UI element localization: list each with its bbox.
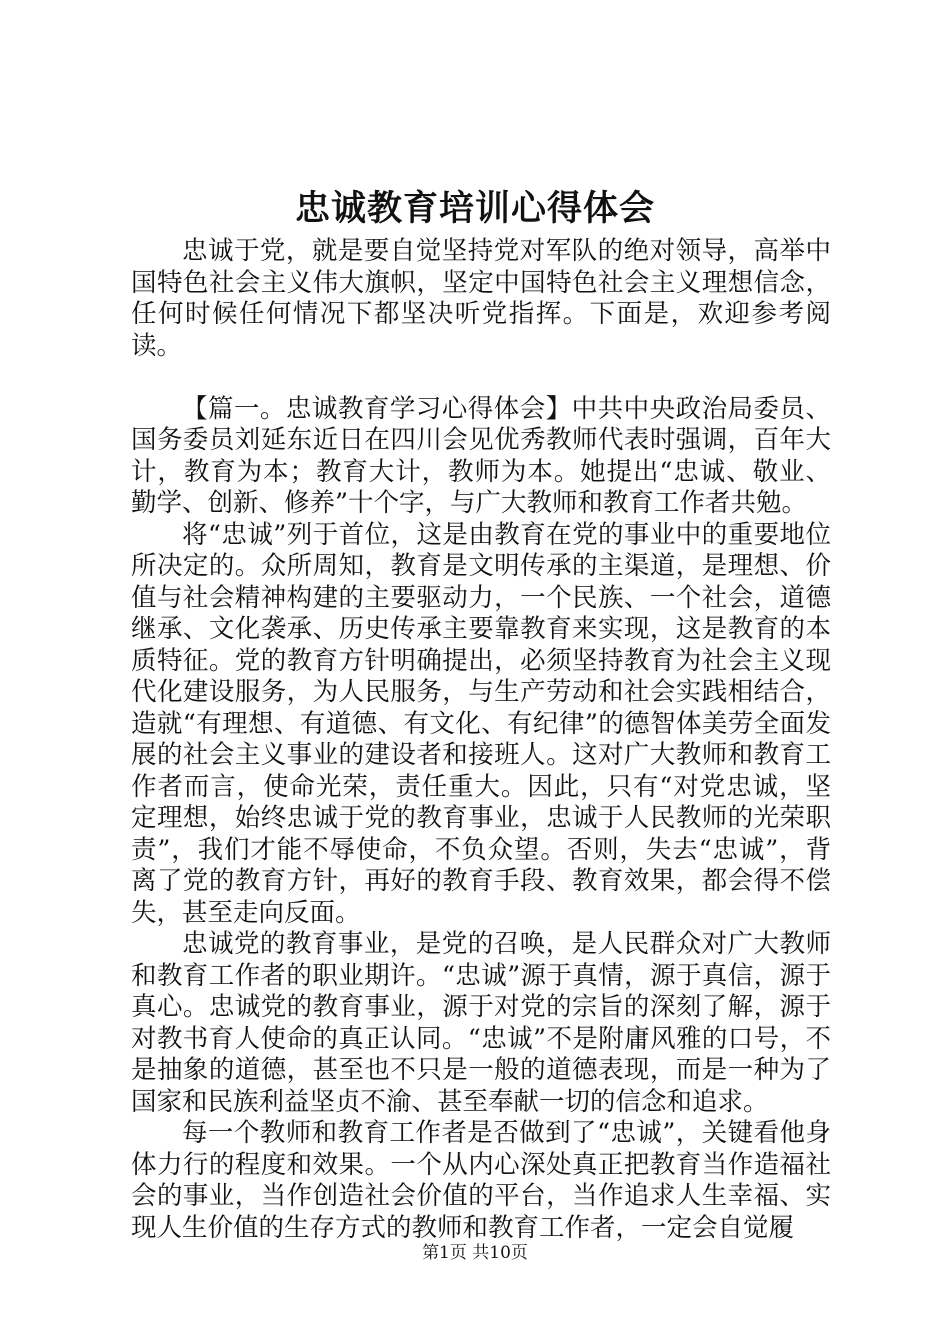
body-paragraph: 将“忠诚”列于首位，这是由教育在党的事业中的重要地位所决定的。众所周知，教育是文明传承的主渠道，是理想、价值与社会精神构建的主要驱动力，一个民族、一个社会，道德继承、文化袭承、历史传承主要靠教育来实现，这是教育的本质特征。党的教育方针明确提出，必须坚持教育为社会主义现代化建设服务，为人民服务，与生产劳动和社会实践相结合，造就“有理想、有道德、有文化、有纪律”的德智体美劳全面发展的社会主义事业的建设者和接班人。这对广大教师和教育工作者而言，使命光荣，责任重大。因此，只有“对党忠诚，坚定理想，始终忠诚于党的教育事业，忠诚于人民教师的光荣职责”，我们才能不辱使命，不负众望。否则，失去“忠诚”，背离了党的教育方针，再好的教育手段、教育效果，都会得不偿失，甚至走向反面。 bbox=[131, 519, 831, 928]
body-paragraph: 忠诚党的教育事业，是党的召唤，是人民群众对广大教师和教育工作者的职业期许。“忠诚”源于真情，源于真信，源于真心。忠诚党的教育事业，源于对党的宗旨的深刻了解，源于对教书育人使命的真正认同。“忠诚”不是附庸风雅的口号，不是抽象的道德，甚至也不只是一般的道德表现，而是一种为了国家和民族利益坚贞不渝、甚至奉献一切的信念和追求。 bbox=[131, 929, 831, 1117]
body-paragraph: 每一个教师和教育工作者是否做到了“忠诚”，关键看他身体力行的程度和效果。一个从内心深处真正把教育当作造福社会的事业，当作创造社会价值的平台，当作追求人生幸福、实现人生价值的生存方式的教师和教育工作者，一定会自觉履 bbox=[131, 1118, 831, 1243]
document-title: 忠诚教育培训心得体会 bbox=[294, 188, 655, 229]
page-footer: 第1页 共10页 bbox=[422, 1243, 528, 1263]
intro-paragraph: 忠诚于党，就是要自觉坚持党对军队的绝对领导，高举中国特色社会主义伟大旗帜，坚定中国特色社会主义理想信念，任何时候任何情况下都坚决听党指挥。下面是，欢迎参考阅读。 bbox=[131, 236, 831, 361]
document-body bbox=[131, 236, 831, 1244]
body-paragraph: 【篇一。忠诚教育学习心得体会】中共中央政治局委员、国务委员刘延东近日在四川会见优秀教师代表时强调，百年大计，教育为本；教育大计，教师为本。她提出“忠诚、敬业、勤学、创新、修养”十个字，与广大教师和教育工作者共勉。 bbox=[131, 393, 831, 518]
